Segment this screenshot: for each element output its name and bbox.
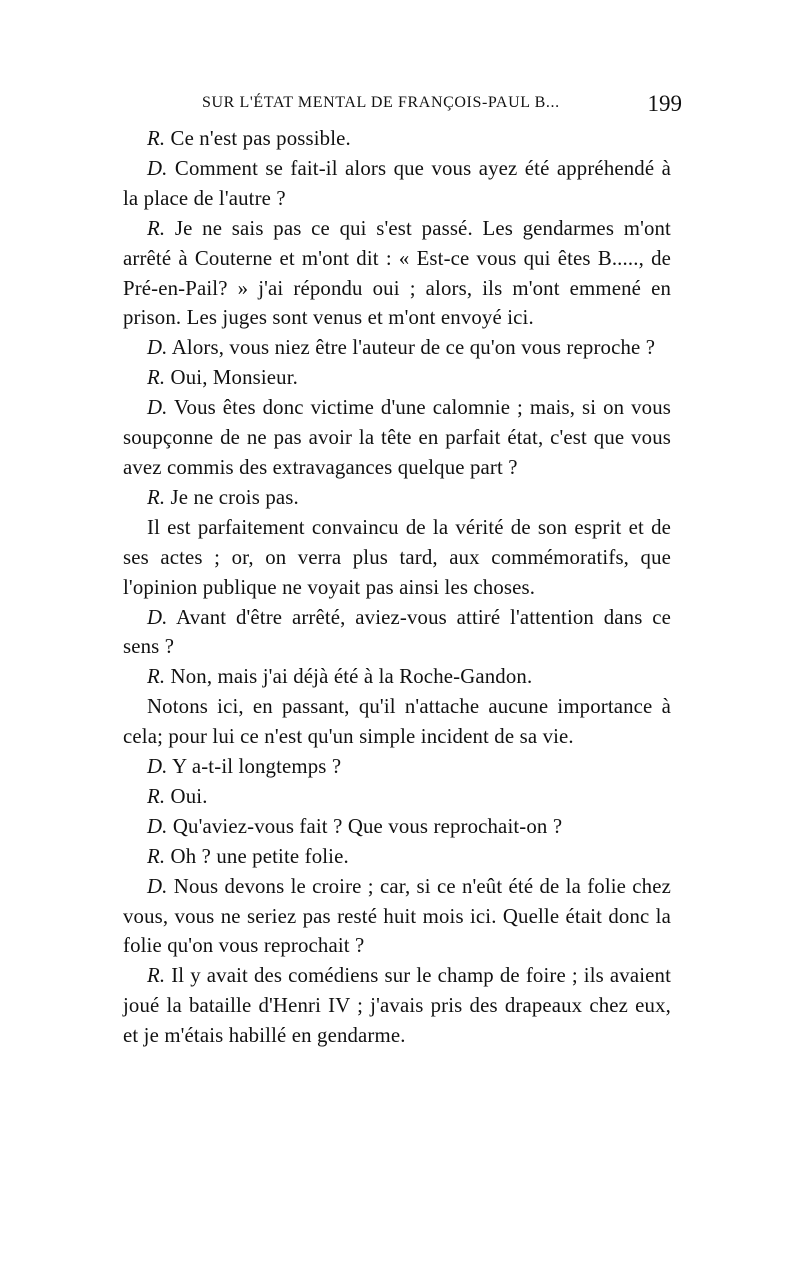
- paragraph: [123, 124, 671, 154]
- paragraph-text: Ce n'est pas possible.: [165, 127, 351, 150]
- paragraph-text: Avant d'être arrêté, aviez-vous attiré l'attention dans ce sens ?: [123, 605, 671, 659]
- paragraph: [123, 363, 671, 393]
- page-number: 199: [647, 91, 682, 116]
- speaker-label: D.: [147, 874, 168, 898]
- paragraph: [123, 961, 671, 1051]
- speaker-label: D.: [147, 605, 168, 629]
- paragraph-text: Je ne sais pas ce qui s'est passé. Les gendarmes m'ont arrêté à Couterne et m'ont dit : « Est-ce vous qui êtes B....., de Pré-en-Pail? » j'ai répondu oui ; alors, ils m'ont emmené en prison. Les juges sont venus et m'ont envoyé ici.: [123, 216, 671, 330]
- paragraph: [123, 842, 671, 872]
- paragraph-text: Qu'aviez-vous fait ? Que vous reprochait-on ?: [167, 814, 563, 838]
- paragraph: [123, 333, 671, 363]
- paragraph: [123, 483, 671, 513]
- speaker-label: R.: [147, 665, 166, 689]
- speaker-label: R.: [147, 216, 166, 240]
- paragraph-text: Comment se fait-il alors que vous ayez été appréhendé à la place de l'autre ?: [123, 156, 671, 210]
- speaker-label: D.: [147, 336, 168, 360]
- paragraph: [123, 872, 671, 962]
- speaker-label: R.: [147, 127, 166, 150]
- paragraph-text: Alors, vous niez être l'auteur de ce qu'on vous reproche ?: [167, 336, 656, 360]
- paragraph-text: Oh ? une petite folie.: [165, 844, 349, 868]
- paragraph-text: Notons ici, en passant, qu'il n'attache aucune importance à cela; pour lui ce n'est qu'un simple incident de sa vie.: [123, 695, 671, 749]
- paragraph: [123, 662, 671, 692]
- paragraph: [123, 603, 671, 663]
- paragraph-text: Oui, Monsieur.: [165, 366, 299, 390]
- speaker-label: D.: [147, 814, 168, 838]
- paragraph: [123, 812, 671, 842]
- speaker-label: D.: [147, 396, 168, 420]
- speaker-label: R.: [147, 844, 166, 868]
- paragraph: [123, 752, 671, 782]
- speaker-label: R.: [147, 366, 166, 390]
- paragraph: [123, 154, 671, 214]
- speaker-label: R.: [147, 485, 166, 509]
- paragraph: [123, 214, 671, 334]
- paragraph-text: Y a-t-il longtemps ?: [167, 755, 342, 779]
- paragraph-text: Nous devons le croire ; car, si ce n'eût été de la folie chez vous, vous ne seriez pas resté huit mois ici. Quelle était donc la folie qu'on vous reprochait ?: [123, 874, 671, 958]
- paragraph-text: Non, mais j'ai déjà été à la Roche-Gandon.: [165, 665, 533, 689]
- speaker-label: D.: [147, 156, 168, 180]
- speaker-label: R.: [147, 964, 166, 988]
- paragraph: [123, 393, 671, 483]
- speaker-label: D.: [147, 755, 168, 779]
- speaker-label: R.: [147, 784, 166, 808]
- paragraph: [123, 692, 671, 752]
- paragraph: [123, 513, 671, 603]
- running-head: SUR L'ÉTAT MENTAL DE FRANÇOIS-PAUL B...: [202, 94, 560, 111]
- paragraph-text: Oui.: [165, 784, 208, 808]
- page-header: [122, 92, 684, 122]
- paragraph-text: Il est parfaitement convaincu de la vérité de son esprit et de ses actes ; or, on verra plus tard, aux commémoratifs, que l'opinion publique ne voyait pas ainsi les choses.: [123, 515, 671, 599]
- body-text: [123, 124, 671, 1051]
- paragraph: [123, 782, 671, 812]
- paragraph-text: Il y avait des comédiens sur le champ de foire ; ils avaient joué la bataille d'Henri IV ; j'avais pris des drapeaux chez eux, et je m'étais habillé en gendarme.: [123, 964, 671, 1048]
- paragraph-text: Je ne crois pas.: [165, 485, 299, 509]
- paragraph-text: Vous êtes donc victime d'une calomnie ; mais, si on vous soupçonne de ne pas avoir la tête en parfait état, c'est que vous avez commis des extravagances quelque part ?: [123, 396, 671, 479]
